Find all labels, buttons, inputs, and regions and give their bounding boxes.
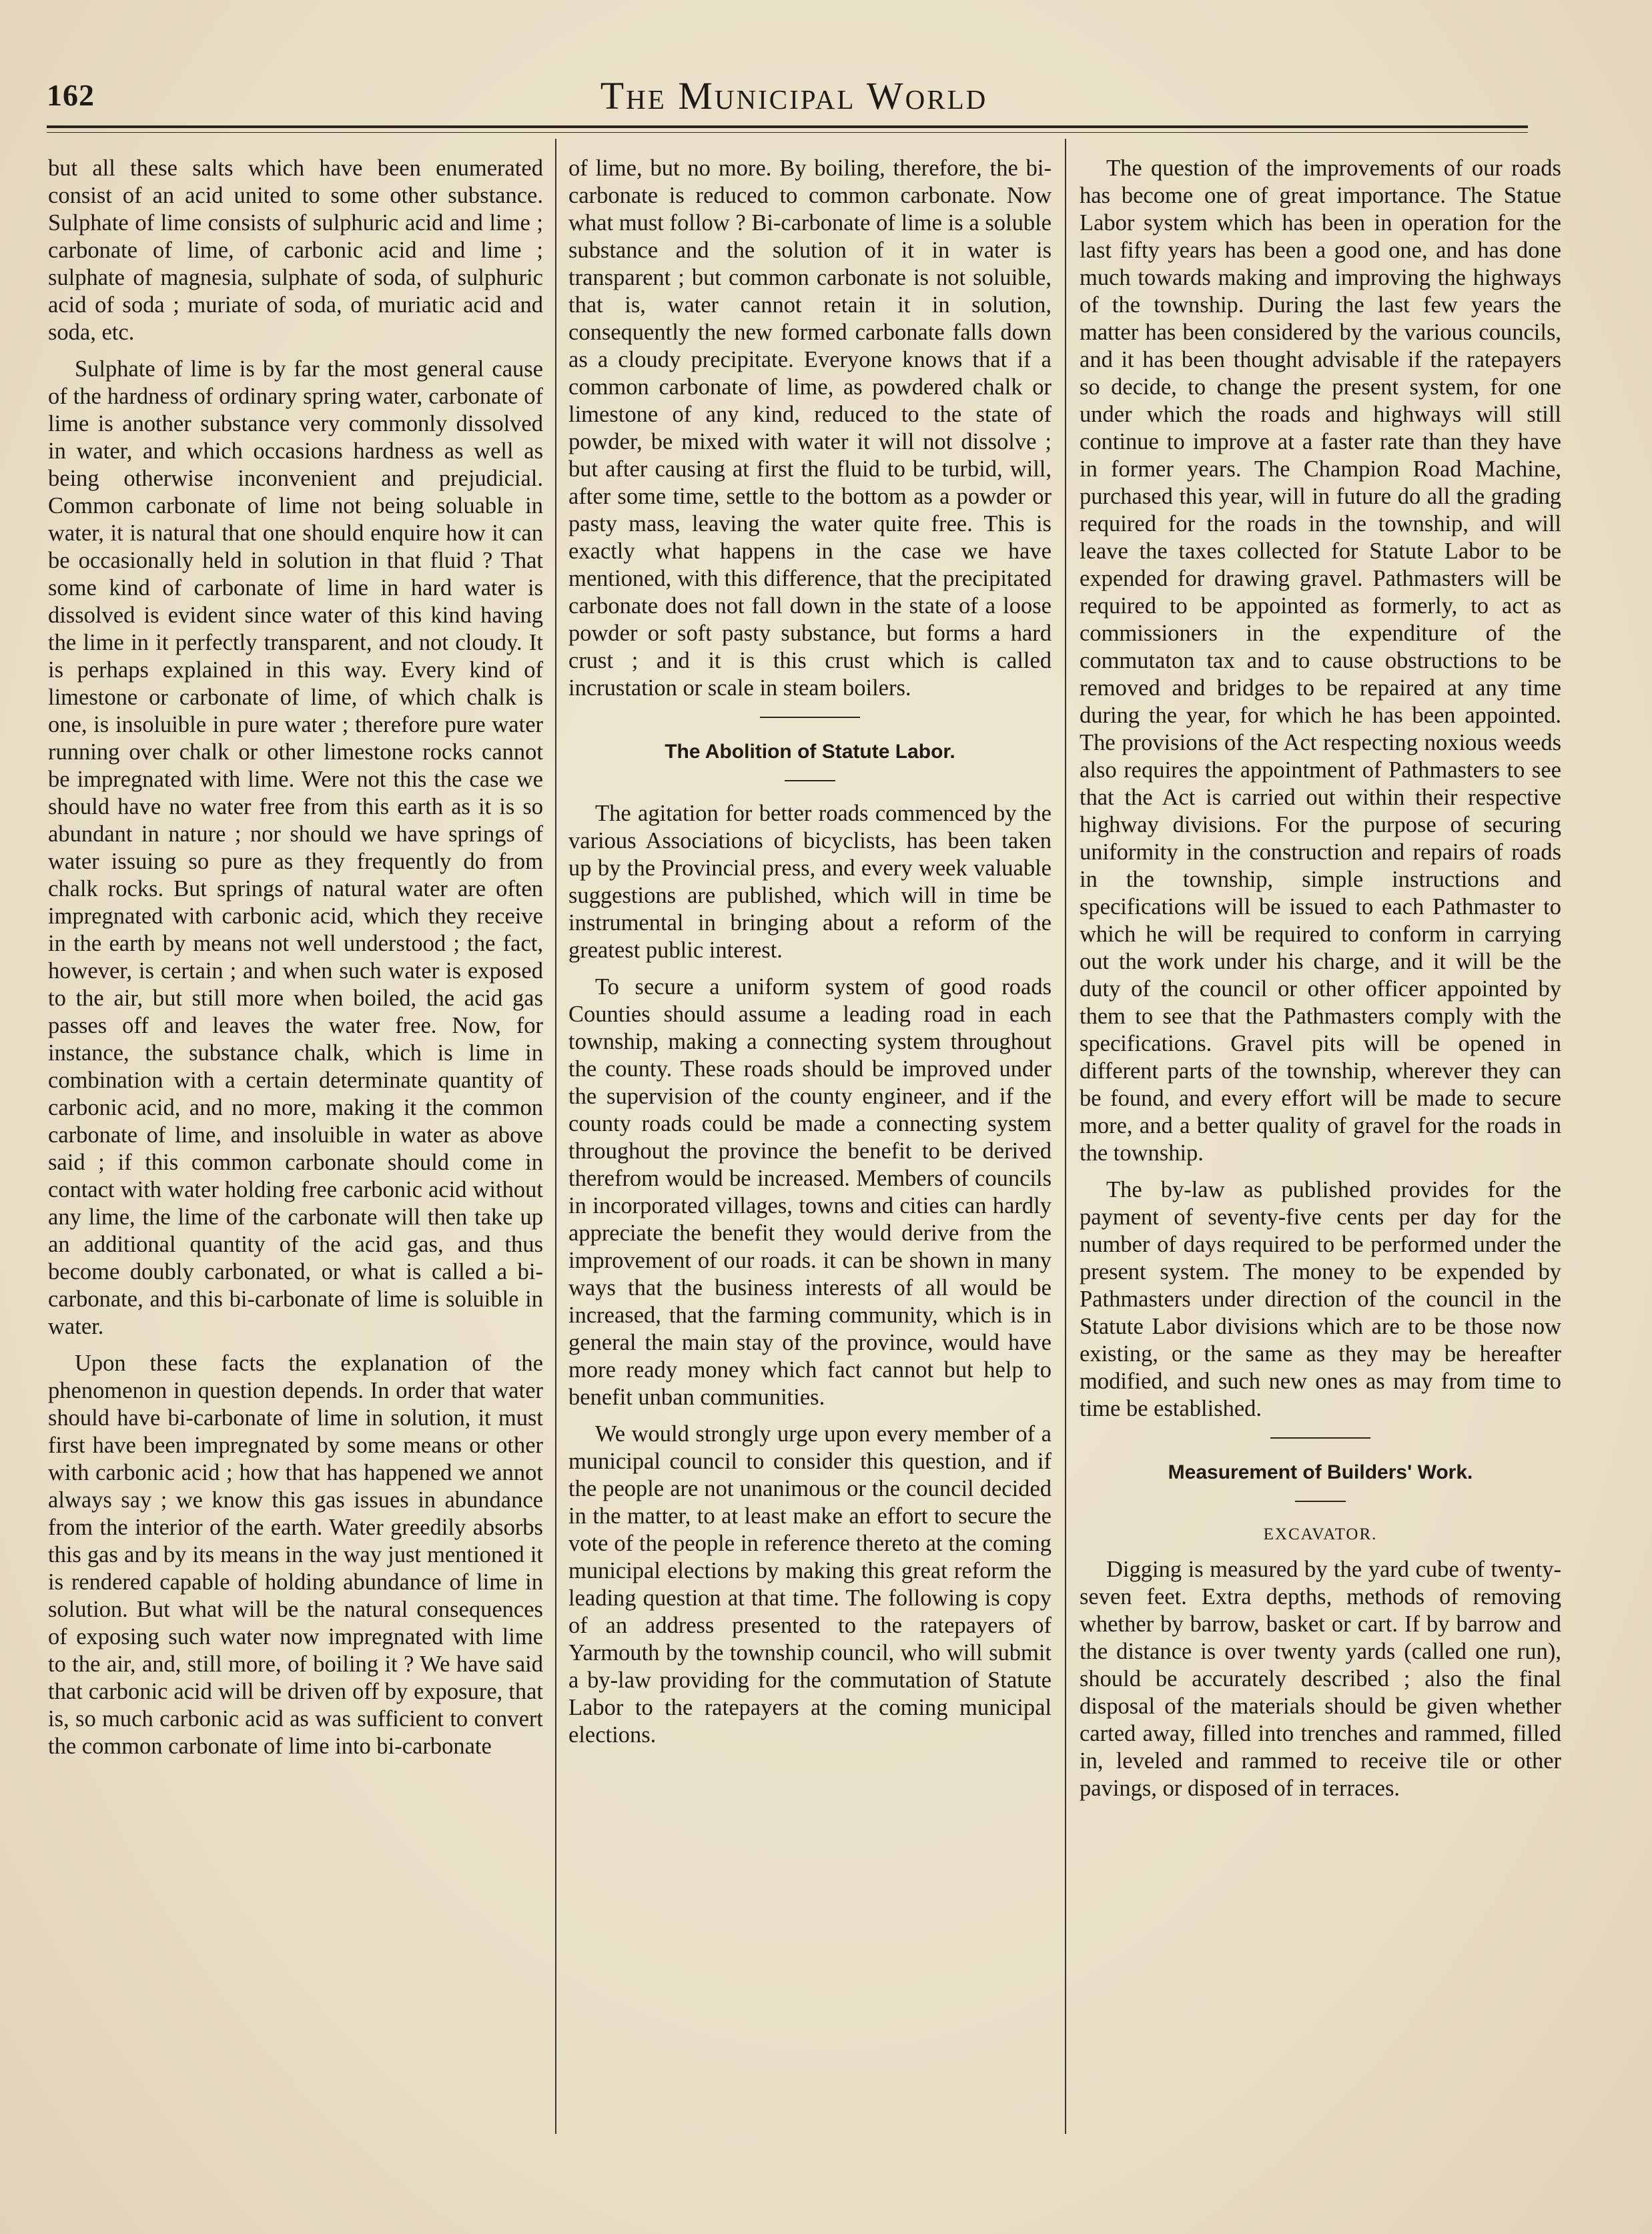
journal-title: The Municipal World (600, 74, 988, 117)
section-divider (1270, 1437, 1370, 1439)
header-rule-thin (47, 132, 1528, 133)
paragraph: The agitation for better roads commenced by the various Associations of bicyclists, has been taken up by the Provincial press, and every week valuable suggestions are published, which will in time be instrumental in bringing about a reform of the greatest public interest. (568, 801, 1052, 963)
article-heading-statute-labor: The Abolition of Statute Labor. (665, 741, 955, 763)
column-divider-1 (555, 139, 556, 2134)
page-number: 162 (47, 78, 95, 112)
paragraph: The by-law as published provides for the payment of seventy-five cents per day for the number of days required to be performed under the present system. The money to be expended by Pathmasters under direction of the council in the Statute Labor divisions which are to be those now existing, or the same as they may be hereafter modified, and such new ones as may from time to time be established. (1080, 1177, 1561, 1421)
column-2 (568, 155, 1052, 1749)
paragraph: Upon these facts the explanation of the phenomenon in question depends. In order that water should have bi-carbonate of lime in solution, it must first have been impregnated by some means or other with carbonic acid ; how that has happened we annot always say ; we know this gas issues in abundance from the interior of the earth. Water greedily absorbs this gas and by its means in the way just mentioned it is rendered capable of holding abundance of lime in solution. But what will be the natural consequences of exposing such water now impregnated with lime to the air, and, still more, of boiling it ? We have said that carbonic acid will be driven off by exposure, that is, so much carbonic acid as was sufficient to convert the common carbonate of lime into bi-carbonate (48, 1351, 543, 1759)
heading-rule (785, 780, 835, 781)
column-3 (1080, 155, 1561, 1802)
article-heading-builders-work: Measurement of Builders' Work. (1168, 1461, 1473, 1483)
paragraph: The question of the improvements of our roads has become one of great importance. The Statue Labor system which has been in operation for the last fifty years has been a good one, and has done much towards making and improving the highways of the township. During the last few years the matter has been considered by the various councils, and it has been thought advisable if the ratepayers so decide, to change the present system, for one under which the roads and highways will still continue to improve at a faster rate than they have in former years. The Champion Road Machine, purchased this year, will in future do all the grading required for the roads in the township, and will leave the taxes collected for Statute Labor to be expended for drawing gravel. Pathmasters will be required to be appointed as formerly, to act as commissioners in the expenditure of the commutaton tax and to cause obstructions to be removed and bridges to be repaired at any time during the year, for which he has been appointed. The provisions of the Act respecting noxious weeds also requires the appointment of Pathmasters to see that the Act is carried out within their respective highway divisions. For the purpose of securing uniformity in the construction and repairs of roads in the township, simple instructions and specifications will be issued to each Pathmaster to which he will be required to conform in carrying out the work under his charge, and it will be the duty of the council or other officer appointed by them to see that the Pathmasters comply with the specifications. Gravel pits will be opened in different parts of the township, wherever they can be found, and every effort will be made to secure more, and a better quality of gravel for the roads in the township. (1080, 155, 1561, 1166)
paragraph: Digging is measured by the yard cube of twenty-seven feet. Extra depths, methods of removing whether by barrow, basket or cart. If by barrow and the distance is over twenty yards (called one run), should be accurately described ; also the final disposal of the materials should be given whether carted away, filled into trenches and rammed, filled in, leveled and rammed to receive tile or other pavings, or disposed of in terraces. (1080, 1557, 1561, 1801)
paragraph: but all these salts which have been enumerated consist of an acid united to some other substance. Sulphate of lime consists of sulphuric acid and lime ; carbonate of lime, of carbonic acid and lime ; sulphate of magnesia, sulphate of soda, of sulphuric acid of soda ; muriate of soda, of muriatic acid and soda, etc. (48, 155, 543, 345)
column-1 (48, 155, 543, 1760)
paragraph: To secure a uniform system of good roads Counties should assume a leading road in each township, making a connecting system throughout the county. These roads should be improved under the supervision of the county engineer, and if the county roads could be made a connecting system throughout the province the benefit to be derived therefrom would be increased. Members of councils in incorporated villages, towns and cities can hardly appreciate the benefit they would derive from the improvement of our roads. it can be shown in many ways that the business interests of all would be increased, that the farming community, which is in general the main stay of the province, would have more ready money which fact cannot but help to benefit unban communities. (568, 974, 1052, 1410)
paragraph: We would strongly urge upon every member of a municipal council to consider this question, and if the people are not unanimous or the council decided in the matter, to at least make an effort to secure the vote of the people in reference thereto at the coming municipal elections by making this great reform the leading question at that time. The following is copy of an address presented to the ratepayers of Yarmouth by the township council, who will submit a by-law providing for the commutation of Statute Labor to the ratepayers at the coming municipal elections. (568, 1421, 1052, 1748)
header-rule-thick (47, 125, 1528, 128)
column-divider-2 (1065, 139, 1066, 2134)
heading-rule (1295, 1501, 1346, 1502)
paragraph: of lime, but no more. By boiling, therefore, the bi-carbonate is reduced to common carbonate. Now what must follow ? Bi-carbonate of lime is a soluble substance and the solution of it in water is transparent ; but common carbonate is not soluible, that is, water cannot retain it in solution, consequently the new formed carbonate falls down as a cloudy precipitate. Everyone knows that if a common carbonate of lime, as powdered chalk or limestone of any kind, reduced to the state of powder, be mixed with water it will not dissolve ; but after causing at first the fluid to be turbid, will, after some time, settle to the bottom as a powder or pasty mass, leaving the water quite free. This is exactly what happens in the case we have mentioned, with this difference, that the precipitated carbonate does not fall down in the state of a loose powder or soft pasty substance, but forms a hard crust ; and it is this crust which is called incrustation or scale in steam boilers. (568, 155, 1052, 701)
page-header (47, 73, 1541, 120)
section-divider (760, 717, 860, 718)
paragraph: Sulphate of lime is by far the most general cause of the hardness of ordinary spring water, carbonate of lime is another substance very commonly dissolved in water, and which occasions hardness as well as being otherwise inconvenient and prejudicial. Common carbonate of lime not being soluable in water, it is natural that one should enquire how it can be occasionally held in solution in that fluid ? That some kind of carbonate of lime in hard water is dissolved is evident since water of this kind having the lime in it perfectly transparent, and not cloudy. It is perhaps explained in this way. Every kind of limestone or carbonate of lime, of which chalk is one, is insoluible in pure water ; therefore pure water running over chalk or other limestone rocks cannot be impregnated with lime. Were not this the case we should have no water free from this earth as it is so abundant in nature ; nor should we have springs of water issuing so pure as they frequently do from chalk rocks. But springs of natural water are often impregnated with carbonic acid, which they receive in the earth by means not well understood ; the fact, however, is certain ; and when such water is exposed to the air, but still more when boiled, the acid gas passes off and leaves the water free. Now, for instance, the substance chalk, which is lime in combination with a certain determinate quantity of carbonic acid, and no more, making it the common carbonate of lime, and insoluible in water as above said ; if this common carbonate should come in contact with water holding free carbonic acid without any lime, the lime of the carbonate will then take up an additional quantity of the acid gas, and thus become doubly carbonated, or what is called a bi-carbonate, and this bi-carbonate of lime is soluible in water. (48, 356, 543, 1339)
subheading-excavator: EXCAVATOR. (1263, 1525, 1378, 1543)
